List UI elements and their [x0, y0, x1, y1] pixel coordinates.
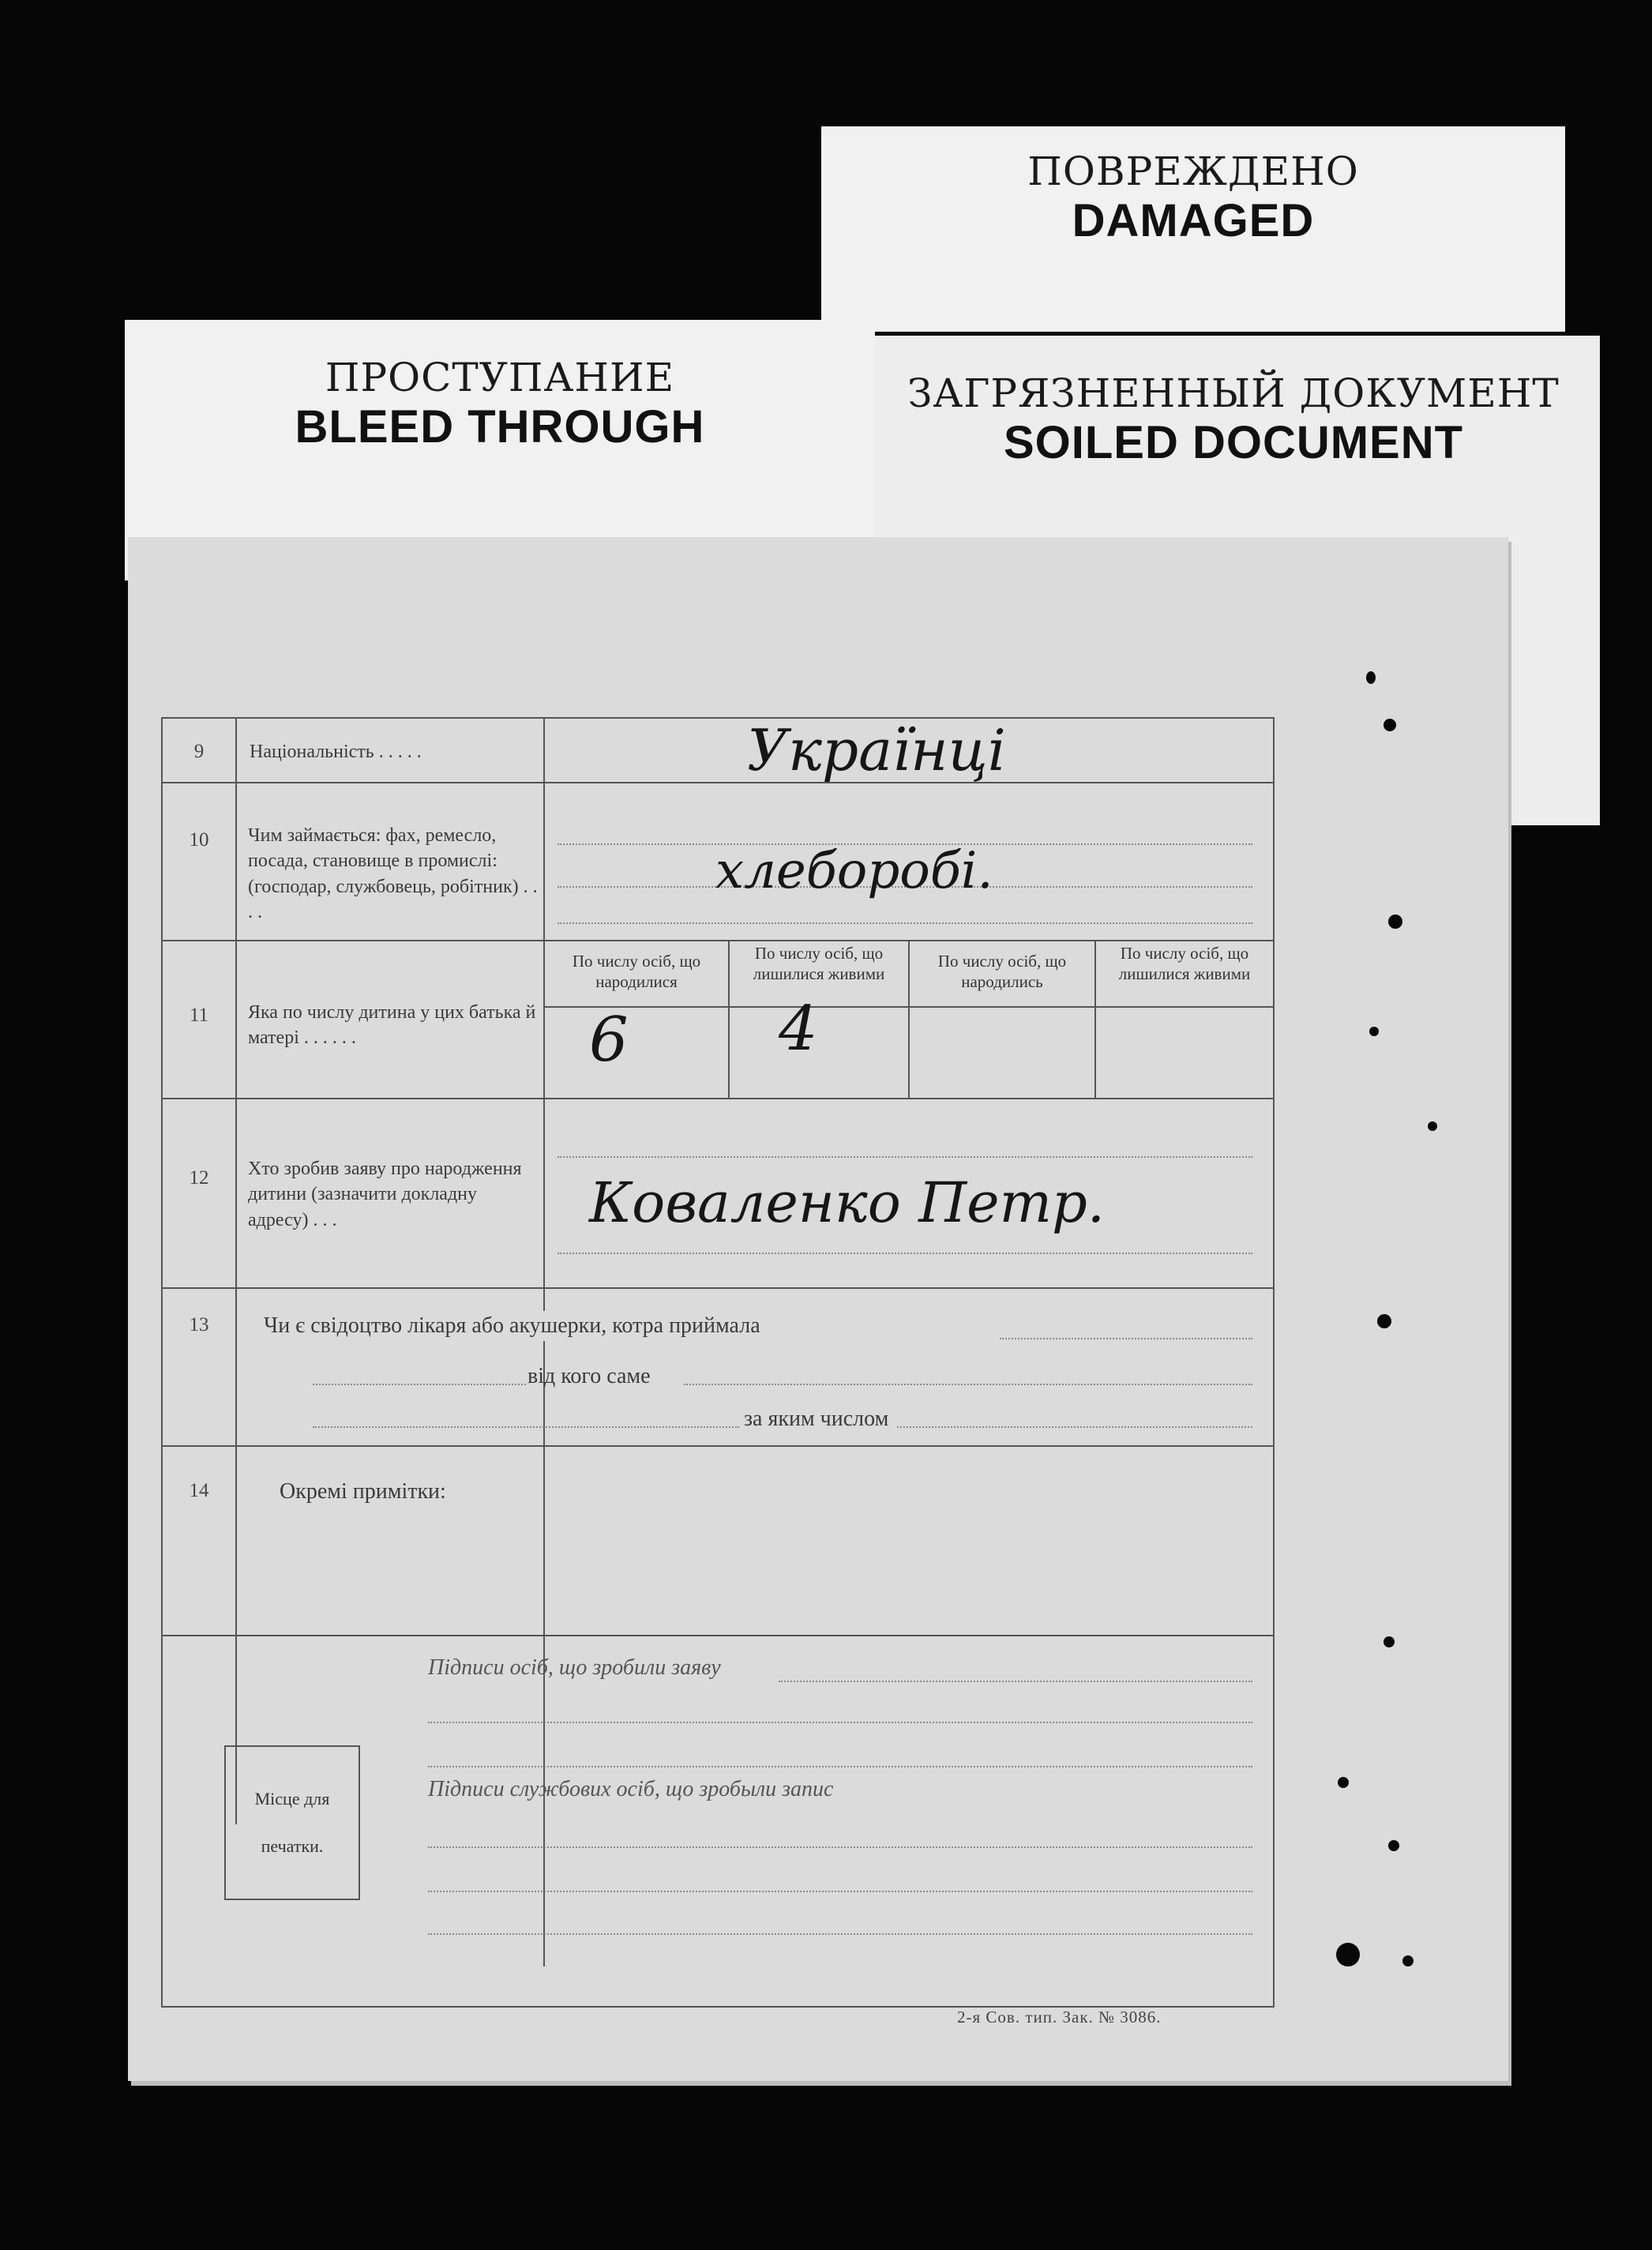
column-divider — [908, 940, 910, 1098]
dotted-line — [897, 1426, 1252, 1428]
form-table — [161, 717, 1275, 2008]
alive-count-value: 4 — [779, 994, 818, 1065]
col-header-born-2: По числу осіб, що народились — [937, 952, 1067, 992]
col-header-alive-2: По числу осіб, що лишилися живими — [1118, 944, 1251, 984]
dotted-line — [428, 1846, 1252, 1848]
signatures-section — [163, 1635, 1273, 2006]
row-child-order — [163, 940, 1273, 1099]
punch-hole — [1384, 1636, 1395, 1647]
row-number: 14 — [189, 1480, 209, 1501]
row-number: 13 — [189, 1314, 209, 1335]
column-divider — [728, 940, 730, 1098]
row-remarks — [163, 1445, 1273, 1636]
punch-hole — [1388, 915, 1402, 929]
dotted-line — [428, 1933, 1252, 1935]
row-number: 11 — [189, 1005, 209, 1026]
dotted-line — [313, 1384, 526, 1385]
punch-hole — [1369, 1027, 1379, 1036]
printer-imprint: 2-я Сов. тип. Зак. № 3086. — [957, 2008, 1162, 2027]
punch-hole — [1338, 1777, 1349, 1788]
declarant-label: Хто зробив заяву про народження дитини (зазначити докладну адресу) . . . — [248, 1159, 522, 1230]
child-order-label: Яка по числу дитина у цих батька й матері . . . . . . — [248, 1002, 536, 1049]
row-declarant — [163, 1098, 1273, 1289]
row-nationality — [163, 719, 1273, 783]
dotted-line — [428, 1722, 1252, 1723]
row-number: 10 — [189, 829, 209, 851]
nationality-label: Національність . . . . . — [250, 742, 422, 762]
row-certificate — [163, 1287, 1273, 1447]
punch-hole — [1388, 1840, 1399, 1851]
dotted-line — [558, 1156, 1252, 1158]
punch-hole — [1366, 671, 1376, 684]
bleed-label-ru: ПРОСТУПАНИЕ — [325, 355, 675, 400]
dotted-line — [684, 1384, 1252, 1385]
dotted-line — [428, 1766, 1252, 1767]
dotted-line — [313, 1426, 739, 1428]
dotted-line — [779, 1681, 1252, 1682]
stamp-place-box: Місце для печатки. — [224, 1745, 360, 1900]
remarks-label: Окремі примітки: — [280, 1479, 446, 1504]
row-occupation — [163, 782, 1273, 941]
declarant-answer: Коваленко Петр. — [589, 1170, 1106, 1235]
from-whom-label: від кого саме — [528, 1364, 651, 1388]
punch-hole — [1384, 719, 1396, 731]
applicants-signatures-label: Підписи осіб, що зробили заяву — [428, 1655, 721, 1680]
damaged-label-ru: ПОВРЕЖДЕНО — [1027, 148, 1359, 194]
occupation-label: Чим займається: фах, ремесло, посада, становище в промислі: (господар, службовець, робітник) . . . . — [248, 825, 538, 923]
col-header-alive-1: По числу осіб, що лишилися живими — [753, 944, 885, 984]
column-divider — [1094, 940, 1096, 1098]
soiled-label-en: SOILED DOCUMENT — [1003, 417, 1464, 468]
certificate-question: Чи є свідоцтво лікаря або акушерки, котра приймала — [264, 1311, 765, 1341]
punch-hole — [1336, 1943, 1360, 1966]
nationality-answer: Українці — [747, 717, 1006, 783]
damaged-label-card — [821, 126, 1565, 332]
punch-hole — [1428, 1121, 1437, 1131]
punch-hole — [1377, 1314, 1391, 1328]
bleed-label-en: BLEED THROUGH — [295, 401, 705, 453]
form-page — [128, 537, 1508, 2081]
occupation-answer: хлеборобі. — [715, 842, 993, 900]
subheader-divider — [543, 1006, 1273, 1008]
punch-hole — [1402, 1955, 1414, 1966]
dotted-line — [558, 922, 1252, 924]
dotted-line — [1000, 1338, 1252, 1339]
dotted-line — [428, 1891, 1252, 1892]
soiled-label-ru: ЗАГРЯЗНЕННЫЙ ДОКУМЕНТ — [907, 370, 1560, 416]
damaged-label-en: DAMAGED — [1072, 195, 1315, 246]
date-label: за яким числом — [744, 1407, 889, 1431]
row-number: 9 — [193, 741, 205, 762]
officials-signatures-label: Підписи службових осіб, що зробыли запис — [428, 1777, 834, 1801]
born-count-value: 6 — [589, 1005, 629, 1076]
dotted-line — [558, 1253, 1252, 1254]
row-number: 12 — [189, 1167, 209, 1189]
col-header-born-1: По числу осіб, що народилися — [572, 952, 701, 992]
